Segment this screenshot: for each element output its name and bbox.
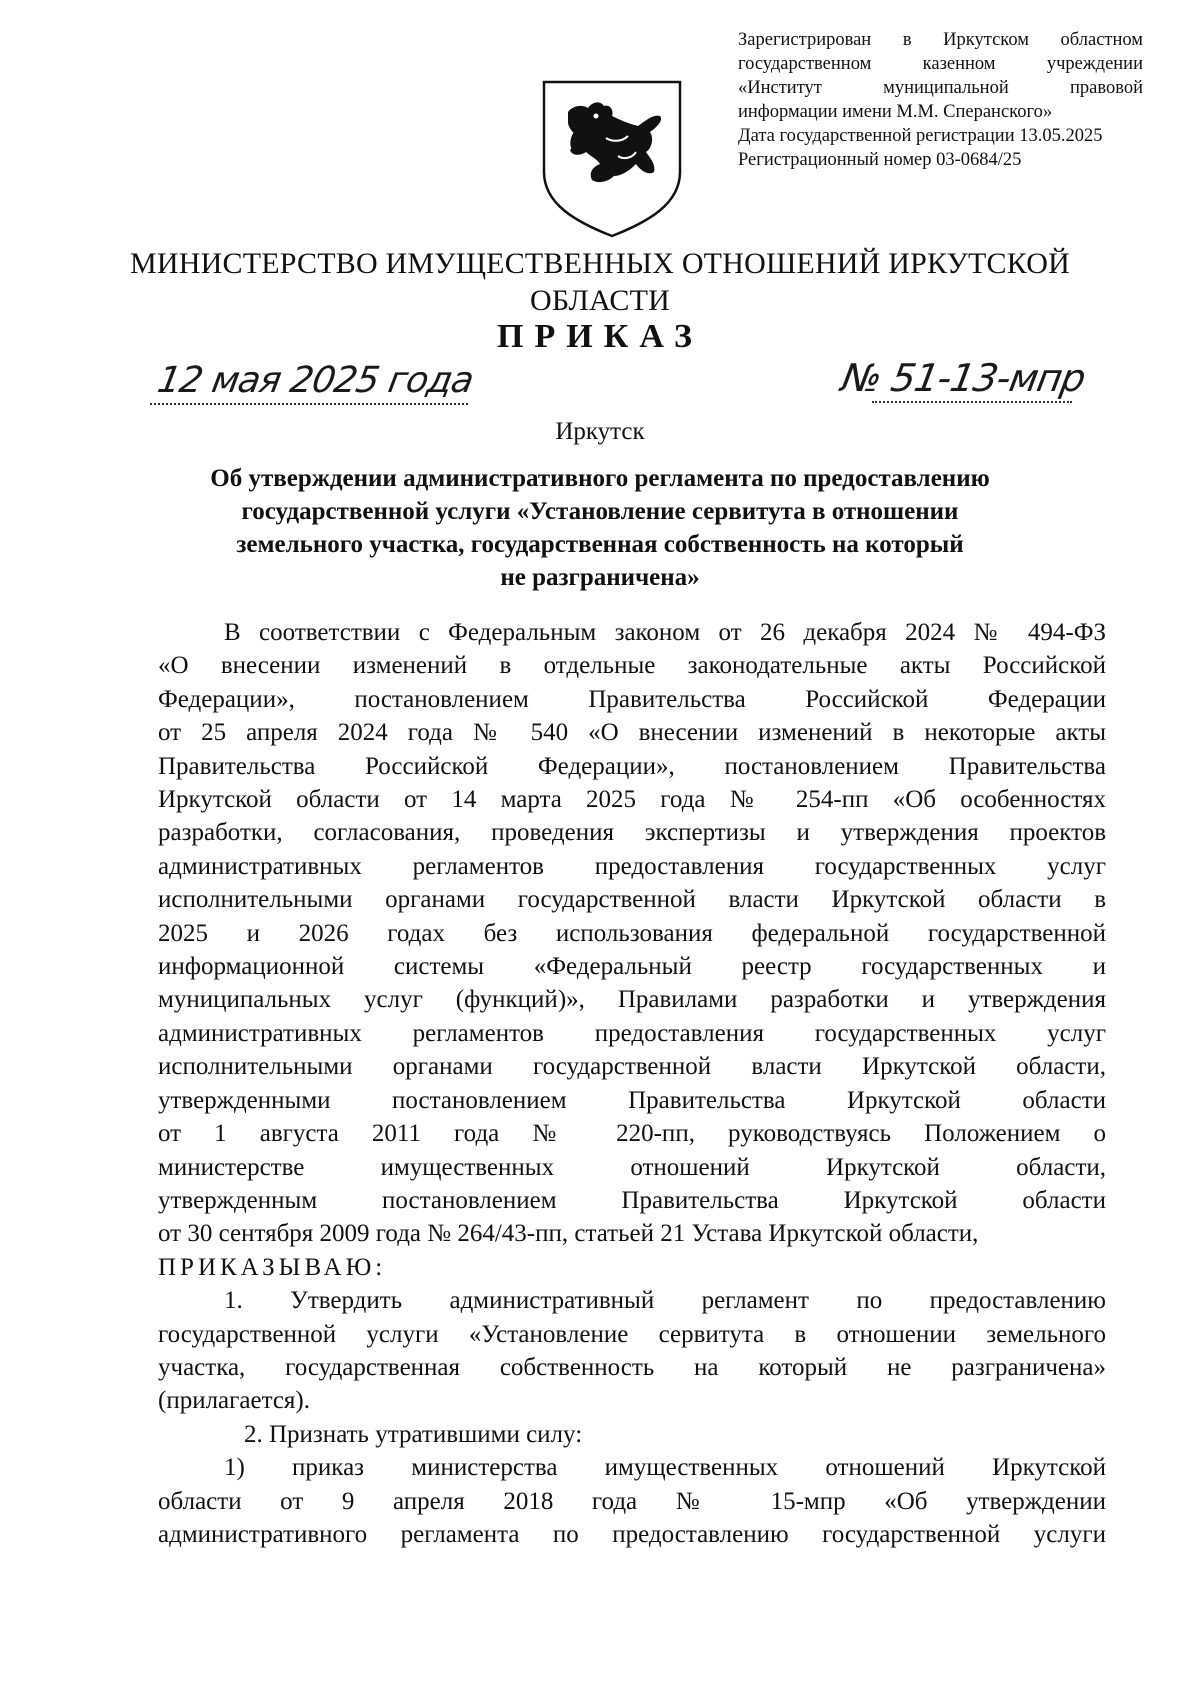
body-line: министерстве имущественных отношений Иркутской области, (158, 1153, 1106, 1181)
subject-line: государственной услуги «Установление сервитута в отношении (241, 498, 959, 525)
clause-2-1: 1) приказ министерства имущественных отношений Иркутской (224, 1454, 1106, 1482)
irkutsk-coat-of-arms-icon (538, 76, 686, 240)
registration-number: Регистрационный номер 03-0684/25 (738, 150, 1022, 170)
order-command: ПРИКАЗЫВАЮ: (158, 1253, 387, 1281)
clause-1: 1. Утвердить административный регламент по предоставлению (224, 1287, 1106, 1315)
registration-line: государственном казенном учреждении (738, 54, 1143, 74)
body-line: «О внесении изменений в отдельные законодательные акты Российской (158, 652, 1106, 680)
handwritten-date: 12 мая 2025 года (154, 360, 477, 401)
body-line: области от 9 апреля 2018 года № 15-мпр «Об утверждении (158, 1487, 1106, 1515)
body-line: государственной услуги «Установление сервитута в отношении земельного (158, 1320, 1106, 1348)
ministry-line: ОБЛАСТИ (529, 284, 671, 317)
body-line: муниципальных услуг (функций)», Правилами разработки и утверждения (158, 986, 1106, 1014)
document-body (158, 616, 1106, 1551)
body-line: исполнительными органами государственной власти Иркутской области в (158, 886, 1106, 914)
number-underline (872, 401, 1072, 403)
city-label: Иркутск (555, 418, 645, 445)
body-line: исполнительными органами государственной власти Иркутской области, (158, 1053, 1106, 1081)
clause-2: 2. Признать утратившими силу: (244, 1420, 583, 1448)
date-underline (150, 403, 468, 405)
registration-line: информации имени М.М. Сперанского» (738, 102, 1053, 122)
document-title: ПРИКАЗ (497, 318, 703, 355)
registration-stamp (738, 28, 1143, 172)
registration-date: Дата государственной регистрации 13.05.2025 (738, 126, 1103, 146)
body-line: участка, государственная собственность на который не разграничена» (158, 1353, 1106, 1381)
body-line: В соответствии с Федеральным законом от 26 декабря 2024 № 494-ФЗ (224, 619, 1106, 646)
ministry-line: МИНИСТЕРСТВО ИМУЩЕСТВЕННЫХ ОТНОШЕНИЙ ИРКУТСКОЙ (130, 247, 1070, 280)
registration-line: Зарегистрирован в Иркутском областном (738, 30, 1143, 50)
body-line: (прилагается). (158, 1387, 311, 1415)
handwritten-number: № 51-13-мпр (838, 356, 1089, 400)
body-line: административных регламентов предоставления государственных услуг (158, 1019, 1106, 1047)
body-line: Иркутской области от 14 марта 2025 года № 254-пп «Об особенностях (158, 786, 1106, 814)
body-line: административных регламентов предоставления государственных услуг (158, 852, 1106, 880)
body-line: от 1 августа 2011 года № 220-пп, руководствуясь Положением о (158, 1120, 1106, 1148)
body-line: Федерации», постановлением Правительства Российской Федерации (158, 685, 1106, 713)
body-line: 2025 и 2026 годах без использования федеральной государственной (158, 919, 1106, 947)
body-line: Правительства Российской Федерации», постановлением Правительства (158, 752, 1106, 780)
body-line: разработки, согласования, проведения экспертизы и утверждения проектов (158, 819, 1106, 847)
body-line: от 30 сентября 2009 года № 264/43-пп, статьей 21 Устава Иркутской области, (158, 1220, 979, 1248)
body-line: административного регламента по предоставлению государственной услуги (158, 1520, 1106, 1548)
order-subject (150, 462, 1050, 594)
body-line: информационной системы «Федеральный реестр государственных и (158, 953, 1106, 981)
registration-line: «Институт муниципальной правовой (738, 78, 1143, 98)
subject-line: земельного участка, государственная собственность на который (236, 531, 964, 558)
subject-line: не разграничена» (500, 564, 700, 591)
subject-line: Об утверждении административного регламента по предоставлению (210, 465, 990, 492)
ministry-heading (100, 245, 1100, 319)
body-line: от 25 апреля 2024 года № 540 «О внесении изменений в некоторые акты (158, 719, 1106, 747)
body-line: утвержденным постановлением Правительства Иркутской области (158, 1186, 1106, 1214)
body-line: утвержденными постановлением Правительства Иркутской области (158, 1086, 1106, 1114)
